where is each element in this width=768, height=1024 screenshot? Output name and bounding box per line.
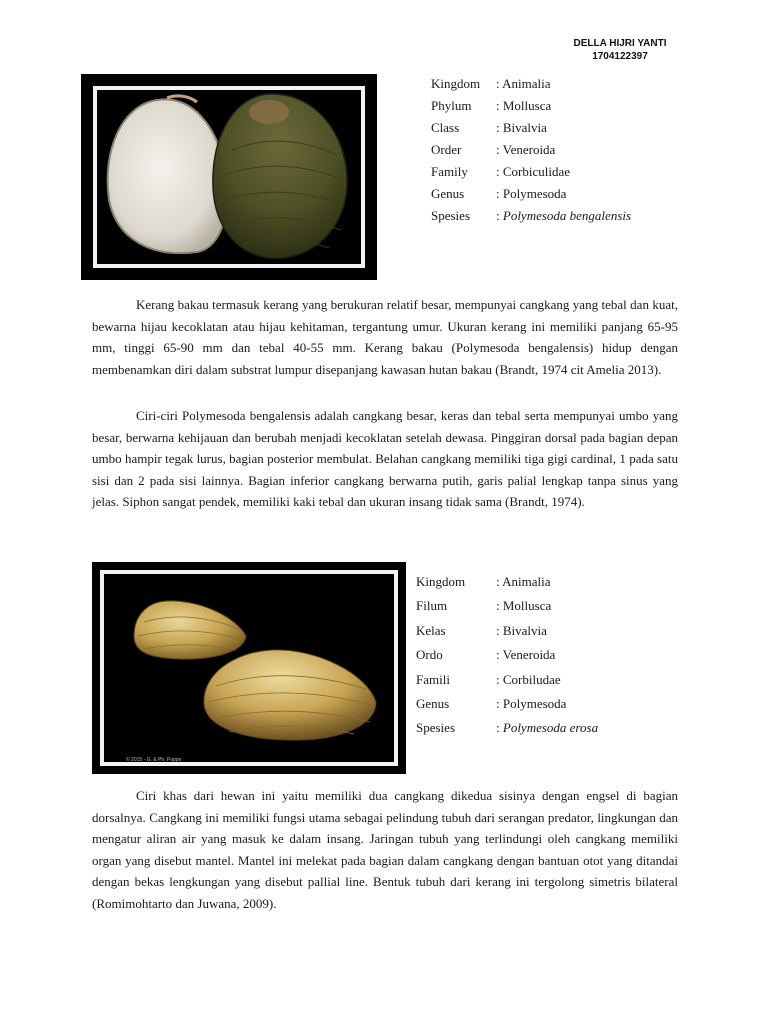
taxonomy-value: : Bivalvia [496,120,547,135]
taxonomy-key: Kingdom [416,574,466,589]
taxonomy-key: Kingdom [431,76,481,91]
taxonomy-value: : Corbiludae [496,671,561,687]
taxonomy-key: Class [431,120,460,135]
taxonomy-key: Spesies [431,208,470,223]
shell-photo-bengalensis [81,74,377,280]
taxonomy-value: : Animalia [496,574,551,589]
author-name: DELLA HIJRI YANTI [573,38,667,49]
taxonomy-value: : Veneroida [496,647,556,663]
author-id: 1704122397 [592,51,648,62]
taxonomy-value: : Bivalvia [496,622,547,638]
taxonomy-key: Order [431,142,462,157]
taxonomy-value: : Polymesoda [496,186,567,201]
taxonomy-key: Ordo [416,647,443,663]
photo-frame [100,570,398,766]
taxonomy-value: : Polymesoda [496,695,567,711]
taxonomy-key: Spesies [416,720,455,736]
taxonomy-key: Phylum [431,98,472,113]
photo-frame [93,86,365,268]
erosa-shells-illustration [104,574,394,762]
species-name: Polymesoda erosa [502,720,599,736]
species-name: Polymesoda bengalensis [502,208,632,223]
taxonomy-prefix: : [496,720,503,736]
taxonomy-key: Filum [416,598,448,614]
taxonomy-value: : Animalia [496,76,551,91]
photo-credit: © 2015 - G. & Ph. Poppe [126,757,182,763]
taxonomy-key: Family [431,164,468,179]
taxonomy-value: : Mollusca [496,598,552,614]
taxonomy-key: Famili [416,671,450,687]
paragraph: Kerang bakau termasuk kerang yang berukuran relatif besar, mempunyai cangkang yang tebal dan kuat, bewarna hijau kecoklatan atau hijau kehitaman, tergantung umur. Ukuran kerang ini memiliki panjang 65-95 mm, tinggi 65-90 mm dan tebal 40-55 mm. Kerang bakau (Polymesoda bengalensis) hidup dengan membenamkan diri dalam substrat lumpur disepanjang kawasan hutan bakau (Brandt, 1974 cit Amelia 2013). [92,297,678,377]
taxonomy-value: : Mollusca [496,98,552,113]
taxonomy-value-species [496,205,631,227]
paragraph: Ciri-ciri Polymesoda bengalensis adalah cangkang besar, keras dan tebal serta mempunyai umbo yang besar, berwarna kehijauan dan berubah menjadi kecoklatan setelah dewasa. Pinggiran dorsal pada bagian depan umbo hampir tegak lurus, bagian posterior membulat. Belahan cangkang memiliki tiga gigi cardinal, 1 pada satu sisi dan 2 pada sisi lainnya. Bagian inferior cangkang berwarna putih, garis palial lengkap tanpa sinus yang jelas. Siphon sangat pendek, memiliki kaki tebal dan ukuran insang tidak sama (Brandt, 1974). [92,408,678,510]
bengalensis-shells-illustration [97,90,361,264]
taxonomy-prefix: : [496,208,503,223]
taxonomy-key: Kelas [416,622,446,638]
taxonomy-value-species [496,716,598,740]
shell-photo-erosa [92,562,406,774]
taxonomy-value: : Veneroida [496,142,556,157]
taxonomy-key: Genus [416,695,450,711]
paragraph: Ciri khas dari hewan ini yaitu memiliki dua cangkang dikedua sisinya dengan engsel di bagian dorsalnya. Cangkang ini memiliki fungsi utama sebagai pelindung tubuh dari serangan predator, lingkungan dan mengatur aliran air yang masuk ke dalam insang. Jaringan tubuh yang terlindungi oleh cangkang memiliki organ yang disebut mantel. Mantel ini melekat pada bagian dalam cangkang dengan bantuan otot yang ditandai dengan bekas lengkungan yang disebut pallial line. Bentuk tubuh dari kerang ini tergolong simetris bilateral (Romimohtarto dan Juwana, 2009). [92,788,678,911]
taxonomy-value: : Corbiculidae [496,164,571,179]
author-block [540,37,700,63]
taxonomy-key: Genus [431,186,465,201]
